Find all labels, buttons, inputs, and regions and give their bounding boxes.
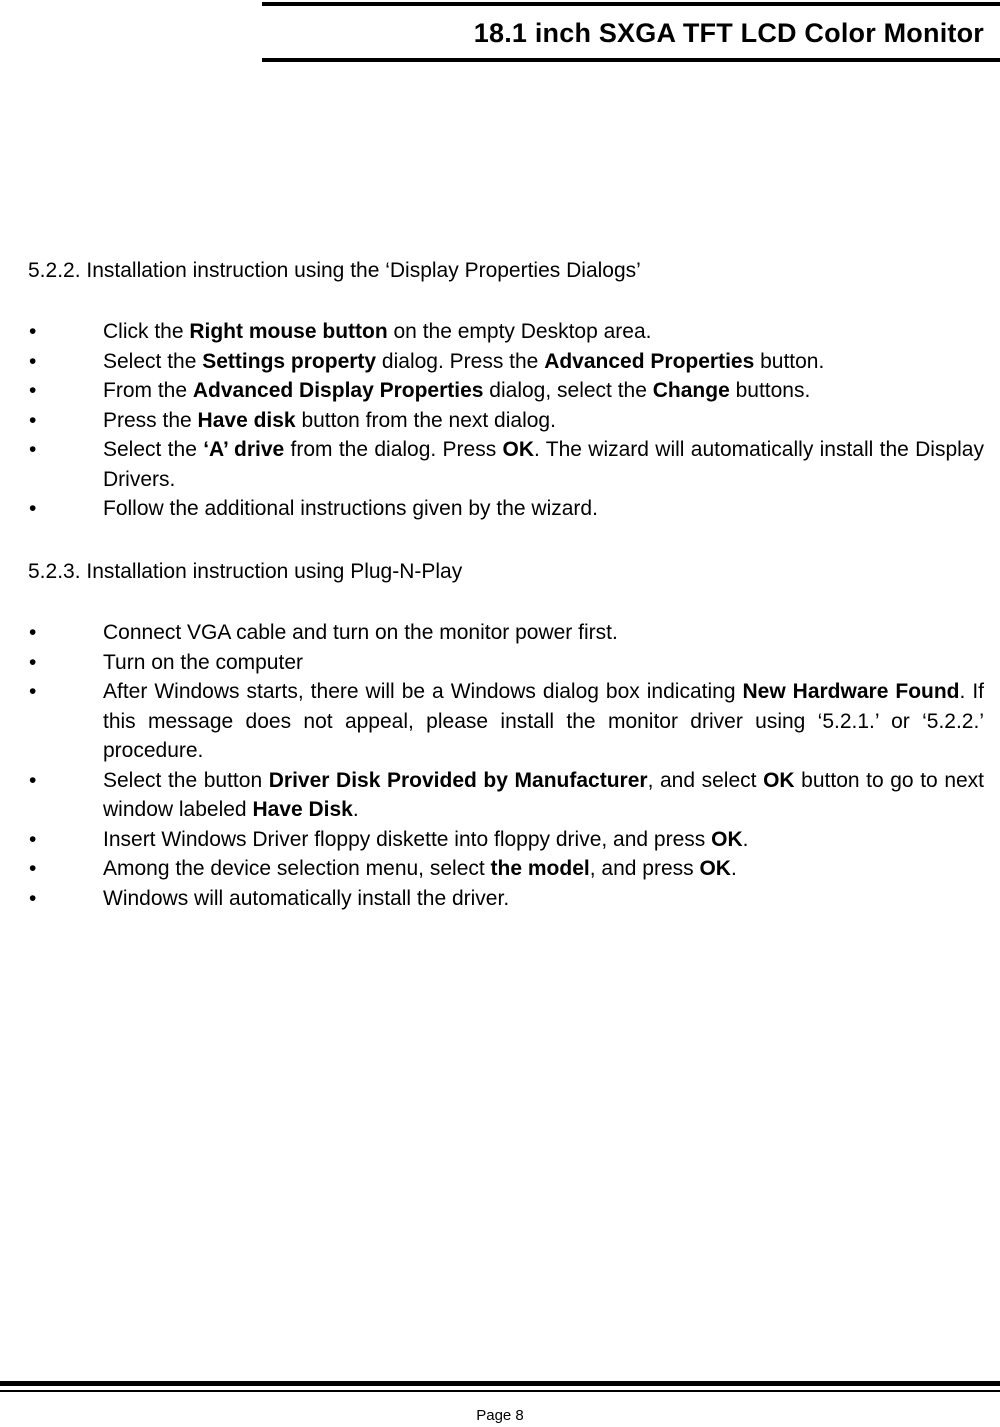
- text-run: Click the: [103, 320, 190, 343]
- emphasis-text: Change: [652, 379, 730, 402]
- text-run: button to go to next window labeled: [103, 768, 985, 821]
- list-item: [0, 677, 984, 766]
- list-item: [0, 648, 984, 678]
- footer-rule-thick: [0, 1381, 1000, 1386]
- emphasis-text: Advanced Properties: [544, 349, 755, 373]
- emphasis-text: ‘A’ drive: [203, 438, 285, 461]
- bullet-glyph: •: [29, 650, 37, 674]
- list-item: [0, 854, 984, 884]
- text-run: .: [352, 798, 359, 821]
- bullet-glyph: •: [29, 857, 37, 880]
- section-heading-5-2-2: 5.2.2. Installation instruction using the ‘Display Properties Dialogs’: [28, 259, 641, 282]
- list-item: [0, 825, 984, 855]
- text-run: From the: [103, 379, 193, 402]
- bullet-list-5-2-2: [0, 317, 984, 524]
- bullet-glyph: •: [29, 438, 37, 461]
- bullet-list-5-2-3: [0, 618, 984, 913]
- list-item: [0, 618, 984, 648]
- emphasis-text: Have Disk: [252, 798, 353, 821]
- text-run: Turn on the computer: [103, 650, 303, 674]
- emphasis-text: OK: [763, 768, 795, 792]
- header-rule-bottom: [262, 58, 1000, 62]
- list-item: [0, 494, 984, 524]
- footer-rule-thin: [0, 1390, 1000, 1392]
- section-heading-5-2-3: 5.2.3. Installation instruction using Plug-N-Play: [28, 560, 463, 583]
- emphasis-text: OK: [502, 438, 535, 461]
- list-item: [0, 376, 984, 406]
- list-item: [0, 406, 984, 436]
- text-run: Windows will automatically install the driver.: [103, 886, 510, 910]
- emphasis-text: OK: [711, 827, 743, 851]
- list-item: [0, 884, 984, 914]
- text-run: from the dialog. Press: [284, 438, 503, 461]
- emphasis-text: OK: [699, 857, 731, 880]
- emphasis-text: Settings property: [202, 349, 377, 373]
- list-item: [0, 347, 984, 377]
- list-item: [0, 435, 984, 494]
- bullet-glyph: •: [29, 886, 37, 910]
- text-run: After Windows starts, there will be a Windows dialog box indicating: [103, 680, 743, 703]
- emphasis-text: New Hardware Found: [742, 680, 960, 703]
- text-run: on the empty Desktop area.: [387, 320, 652, 343]
- text-run: buttons.: [729, 379, 811, 402]
- text-run: dialog, select the: [483, 379, 653, 402]
- text-run: , and select: [647, 768, 764, 792]
- bullet-glyph: •: [29, 497, 37, 520]
- emphasis-text: the model: [490, 857, 590, 880]
- text-run: . The wizard will automatically install the Display Drivers.: [103, 438, 984, 491]
- text-run: Connect VGA cable and turn on the monitor power first.: [103, 621, 618, 644]
- text-run: Select the button: [103, 768, 269, 792]
- emphasis-text: Driver Disk Provided by Manufacturer: [268, 768, 648, 792]
- text-run: Press the: [103, 408, 198, 432]
- text-run: , and press: [589, 857, 700, 880]
- bullet-glyph: •: [29, 349, 37, 373]
- page-number: Page 8: [476, 1407, 524, 1424]
- text-run: Select the: [103, 438, 204, 461]
- bullet-glyph: •: [29, 621, 37, 644]
- text-run: Insert Windows Driver floppy diskette into floppy drive, and press: [103, 827, 712, 851]
- bullet-glyph: •: [29, 379, 37, 402]
- text-run: .: [730, 857, 737, 880]
- text-run: dialog. Press the: [376, 349, 545, 373]
- emphasis-text: Have disk: [197, 408, 296, 432]
- bullet-glyph: •: [29, 827, 37, 851]
- text-run: Follow the additional instructions given by the wizard.: [103, 497, 598, 520]
- text-run: Select the: [103, 349, 203, 373]
- list-item: [0, 766, 984, 825]
- header-rule-top: [262, 2, 1000, 6]
- list-item: [0, 317, 984, 347]
- document-title: 18.1 inch SXGA TFT LCD Color Monitor: [473, 18, 984, 48]
- bullet-glyph: •: [29, 768, 37, 792]
- emphasis-text: Advanced Display Properties: [192, 379, 484, 402]
- emphasis-text: Right mouse button: [189, 320, 388, 343]
- text-run: button.: [754, 349, 825, 373]
- text-run: button from the next dialog.: [295, 408, 556, 432]
- bullet-glyph: •: [29, 680, 37, 703]
- text-run: .: [742, 827, 749, 851]
- bullet-glyph: •: [29, 320, 37, 343]
- text-run: Among the device selection menu, select: [103, 857, 491, 880]
- text-run: . If this message does not appeal, please install the monitor driver using ‘5.2.1.’ or ‘5.2.2.’ procedure.: [103, 680, 985, 762]
- bullet-glyph: •: [29, 408, 37, 432]
